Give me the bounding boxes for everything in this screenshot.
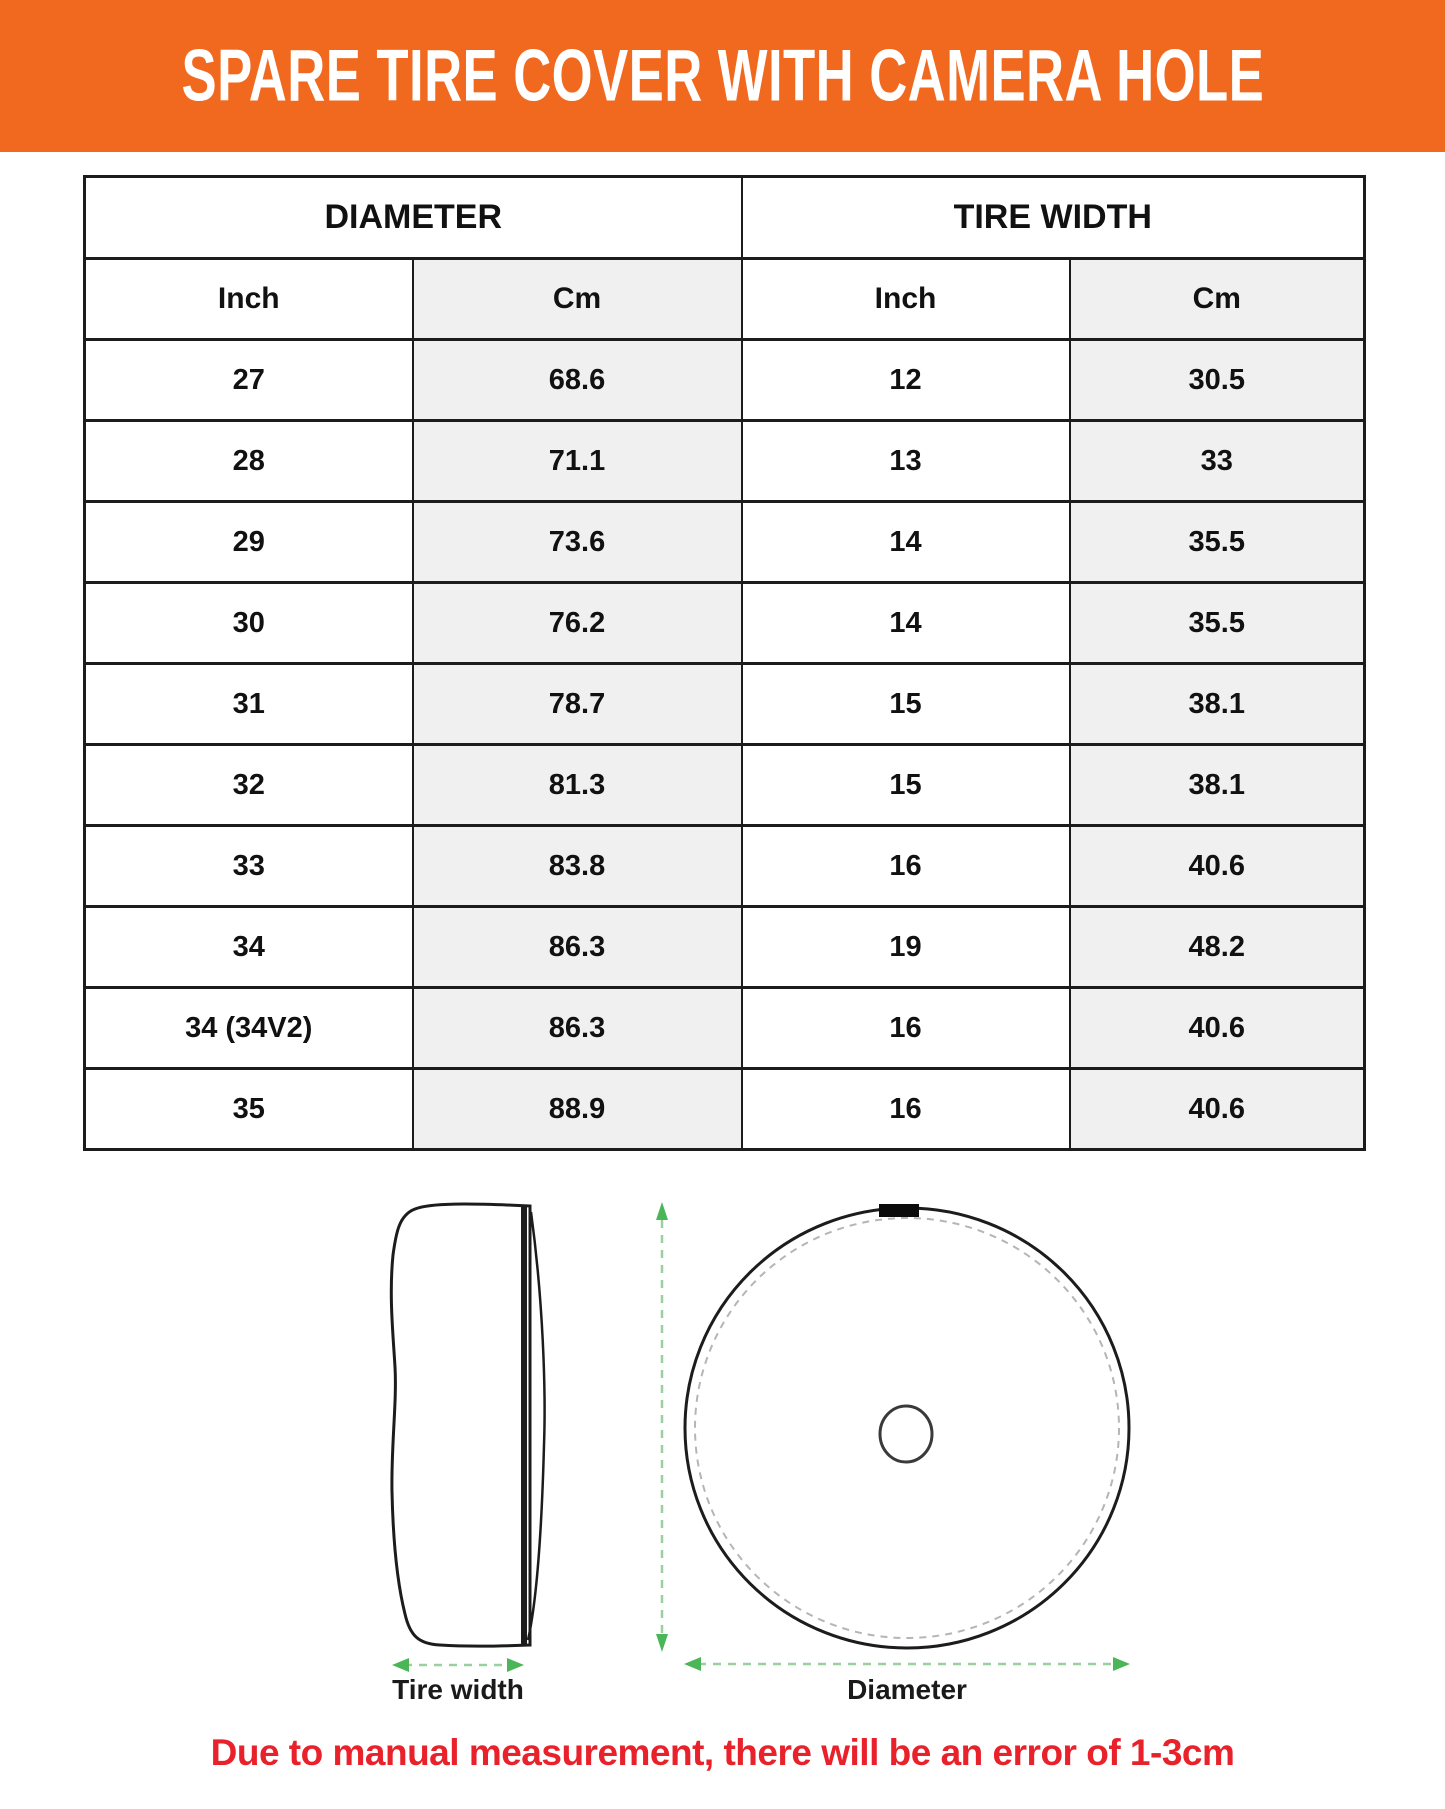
table-row xyxy=(85,907,1365,988)
table-cell: 76.2 xyxy=(413,583,742,664)
table-cell: 29 xyxy=(85,502,413,583)
tire-width-dimension-arrow xyxy=(392,1658,524,1672)
table-cell: 38.1 xyxy=(1070,745,1365,826)
table-cell: 33 xyxy=(85,826,413,907)
table-cell: 38.1 xyxy=(1070,664,1365,745)
banner xyxy=(0,0,1445,152)
group-header-tire-width: TIRE WIDTH xyxy=(742,177,1365,259)
table-cell: 13 xyxy=(742,421,1070,502)
table-cell: 31 xyxy=(85,664,413,745)
column-header-cm-width: Cm xyxy=(1070,259,1365,340)
column-header-inch-width: Inch xyxy=(742,259,1070,340)
table-cell: 28 xyxy=(85,421,413,502)
tire-width-label: Tire width xyxy=(392,1674,524,1705)
table-cell: 34 xyxy=(85,907,413,988)
arrowhead-left-icon xyxy=(392,1658,409,1672)
tire-side-outline xyxy=(391,1204,530,1646)
table-cell: 71.1 xyxy=(413,421,742,502)
camera-hole-circle xyxy=(880,1406,932,1462)
measurement-note: Due to manual measurement, there will be an error of 1-3cm xyxy=(210,1732,1235,1773)
table-group-header-row xyxy=(85,177,1365,259)
table-cell: 81.3 xyxy=(413,745,742,826)
vertical-dimension-arrow xyxy=(656,1202,668,1652)
table-cell: 35 xyxy=(85,1069,413,1150)
table-cell: 88.9 xyxy=(413,1069,742,1150)
table-cell: 33 xyxy=(1070,421,1365,502)
table-cell: 15 xyxy=(742,745,1070,826)
table-cell: 34 (34V2) xyxy=(85,988,413,1069)
page-title: SPARE TIRE COVER WITH CAMERA HOLE xyxy=(181,35,1264,117)
arrowhead-down-icon xyxy=(656,1634,668,1652)
table-cell: 12 xyxy=(742,340,1070,421)
arrowhead-up-icon xyxy=(656,1202,668,1220)
tire-front-view xyxy=(685,1204,1129,1648)
table-row xyxy=(85,1069,1365,1150)
table-row xyxy=(85,988,1365,1069)
table-row xyxy=(85,826,1365,907)
table-cell: 15 xyxy=(742,664,1070,745)
table-cell: 27 xyxy=(85,340,413,421)
table-cell: 48.2 xyxy=(1070,907,1365,988)
table-cell: 16 xyxy=(742,826,1070,907)
column-header-inch-diameter: Inch xyxy=(85,259,413,340)
table-cell: 86.3 xyxy=(413,988,742,1069)
table-cell: 40.6 xyxy=(1070,826,1365,907)
table-cell: 30.5 xyxy=(1070,340,1365,421)
arrowhead-right-icon xyxy=(507,1658,524,1672)
table-cell: 16 xyxy=(742,988,1070,1069)
table-row xyxy=(85,745,1365,826)
diameter-label: Diameter xyxy=(847,1674,967,1705)
table-cell: 16 xyxy=(742,1069,1070,1150)
diameter-dimension-arrow xyxy=(684,1657,1130,1671)
tire-side-view xyxy=(391,1204,544,1646)
group-header-diameter: DIAMETER xyxy=(85,177,742,259)
table-cell: 83.8 xyxy=(413,826,742,907)
table-row xyxy=(85,664,1365,745)
table-cell: 73.6 xyxy=(413,502,742,583)
table-row xyxy=(85,583,1365,664)
table-cell: 14 xyxy=(742,502,1070,583)
table-cell: 40.6 xyxy=(1070,988,1365,1069)
size-table xyxy=(83,175,1366,1151)
table-cell: 19 xyxy=(742,907,1070,988)
table-cell: 32 xyxy=(85,745,413,826)
size-table-body xyxy=(85,177,1365,1150)
table-cell: 35.5 xyxy=(1070,502,1365,583)
table-row xyxy=(85,421,1365,502)
table-cell: 35.5 xyxy=(1070,583,1365,664)
table-row xyxy=(85,340,1365,421)
table-subheader-row xyxy=(85,259,1365,340)
table-row xyxy=(85,502,1365,583)
table-cell: 68.6 xyxy=(413,340,742,421)
table-cell: 14 xyxy=(742,583,1070,664)
tire-diagram xyxy=(0,1160,1445,1740)
table-cell: 86.3 xyxy=(413,907,742,988)
table-cell: 30 xyxy=(85,583,413,664)
column-header-cm-diameter: Cm xyxy=(413,259,742,340)
arrowhead-left-icon xyxy=(684,1657,701,1671)
camera-marker xyxy=(879,1204,919,1217)
table-cell: 40.6 xyxy=(1070,1069,1365,1150)
arrowhead-right-icon xyxy=(1113,1657,1130,1671)
table-cell: 78.7 xyxy=(413,664,742,745)
